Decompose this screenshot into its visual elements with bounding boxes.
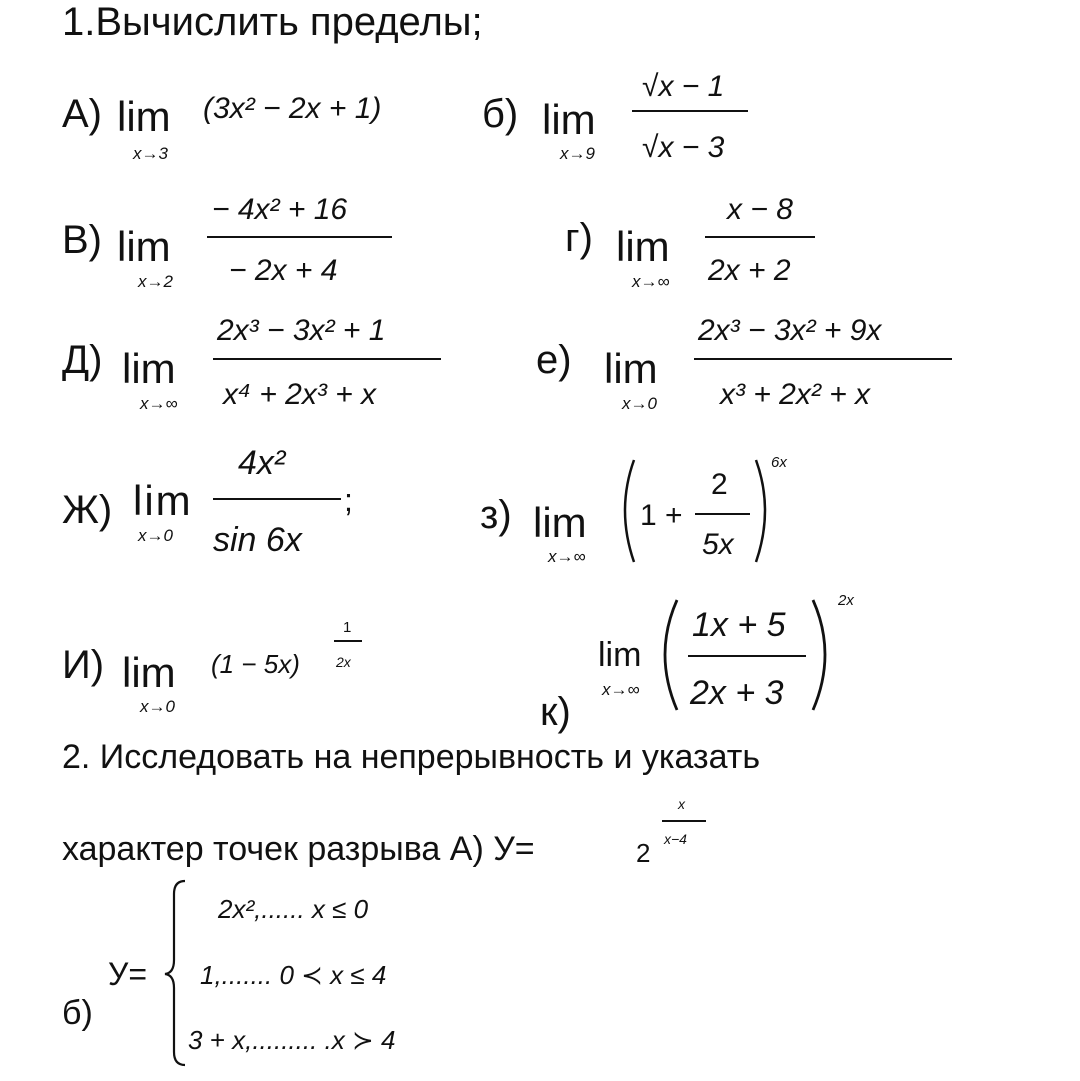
item-k-lim: lim xyxy=(598,636,642,674)
task2-line2: характер точек разрыва А) У= xyxy=(62,830,535,868)
item-b-fraction-bar xyxy=(632,110,748,112)
item-a-expr: (3x² − 2x + 1) xyxy=(203,92,382,125)
item-i-lim: lim xyxy=(122,649,176,696)
item-d-fraction-bar xyxy=(213,358,441,360)
item-zh-fraction-bar xyxy=(213,498,341,500)
item-e-den: x³ + 2x² + x xyxy=(720,378,871,411)
piecewise-case-1: 2x²,...... x ≤ 0 xyxy=(218,894,369,924)
item-e-num: 2x³ − 3x² + 9x xyxy=(698,314,882,347)
item-a-label: А) xyxy=(62,92,102,136)
item-k-sub: x→∞ xyxy=(602,680,640,699)
piecewise-case-2: 1,....... 0 ≺ x ≤ 4 xyxy=(200,960,387,990)
item-z-num: 2 xyxy=(711,468,728,501)
item-e-fraction-bar xyxy=(694,358,952,360)
task2-a-exp-bar xyxy=(662,820,706,822)
item-i-exp-bar xyxy=(334,640,362,642)
item-i-sub: x→0 xyxy=(140,697,175,716)
item-z-label: з) xyxy=(480,493,512,537)
item-g-lim: lim xyxy=(616,223,670,270)
item-g-num: x − 8 xyxy=(727,193,793,226)
item-v-sub: x→2 xyxy=(138,272,173,291)
item-d-den: x⁴ + 2x³ + x xyxy=(223,378,377,411)
item-e-lim: lim xyxy=(604,345,658,392)
item-k-den: 2x + 3 xyxy=(690,674,784,712)
item-k-num: 1x + 5 xyxy=(692,606,786,644)
item-e-label: е) xyxy=(536,338,572,382)
item-g-sub: x→∞ xyxy=(632,272,670,291)
item-b-den: √x − 3 xyxy=(642,131,725,164)
task2-line1: 2. Исследовать на непрерывность и указать xyxy=(62,738,761,776)
item-v-num: − 4x² + 16 xyxy=(212,193,348,226)
piecewise-case-3: 3 + x,......... .x ≻ 4 xyxy=(188,1025,396,1055)
task2-a-base: 2 xyxy=(636,838,651,868)
task2-b-y: У= xyxy=(108,956,148,992)
item-k-fraction-bar xyxy=(688,655,806,657)
item-d-sub: x→∞ xyxy=(140,394,178,413)
task1-title: 1.Вычислить пределы; xyxy=(62,0,483,44)
item-zh-den: sin 6x xyxy=(213,521,302,559)
item-b-sub: x→9 xyxy=(560,144,595,163)
item-z-sub: x→∞ xyxy=(548,547,586,566)
item-g-den: 2x + 2 xyxy=(708,254,791,287)
item-a-sub: x→3 xyxy=(133,144,168,163)
item-zh-semicolon: ; xyxy=(344,482,353,518)
item-d-label: Д) xyxy=(62,338,103,382)
item-g-fraction-bar xyxy=(705,236,815,238)
item-v-label: В) xyxy=(62,218,102,262)
item-i-exp-num: 1 xyxy=(343,619,352,636)
item-d-num: 2x³ − 3x² + 1 xyxy=(217,314,386,347)
item-i-exp-den: 2x xyxy=(336,654,351,670)
item-zh-num: 4x² xyxy=(238,444,286,482)
item-i-base: (1 − 5x) xyxy=(211,649,300,679)
task2-b-label: б) xyxy=(62,994,93,1032)
item-v-lim: lim xyxy=(117,223,171,270)
item-b-label: б) xyxy=(482,92,519,136)
item-a-lim: lim xyxy=(117,93,171,140)
item-z-lim: lim xyxy=(533,499,587,546)
item-z-exp: 6x xyxy=(771,454,787,471)
task2-a-exp-den: x−4 xyxy=(664,831,687,847)
item-v-fraction-bar xyxy=(207,236,392,238)
task2-a-exp-num: x xyxy=(678,796,685,812)
item-z-den: 5x xyxy=(702,528,734,561)
item-b-lim: lim xyxy=(542,96,596,143)
item-z-fraction-bar xyxy=(695,513,750,515)
item-zh-label: Ж) xyxy=(62,488,113,532)
item-v-den: − 2x + 4 xyxy=(229,254,338,287)
item-i-label: И) xyxy=(62,643,105,687)
item-zh-sub: x→0 xyxy=(138,526,173,545)
item-zh-lim: lim xyxy=(133,477,193,524)
item-g-label: г) xyxy=(565,216,593,260)
item-z-base: 1 + xyxy=(640,499,683,532)
item-k-label: к) xyxy=(540,690,571,734)
item-k-exp: 2x xyxy=(838,592,854,609)
item-b-num: √x − 1 xyxy=(642,70,725,103)
item-e-sub: x→0 xyxy=(622,394,657,413)
item-d-lim: lim xyxy=(122,345,176,392)
